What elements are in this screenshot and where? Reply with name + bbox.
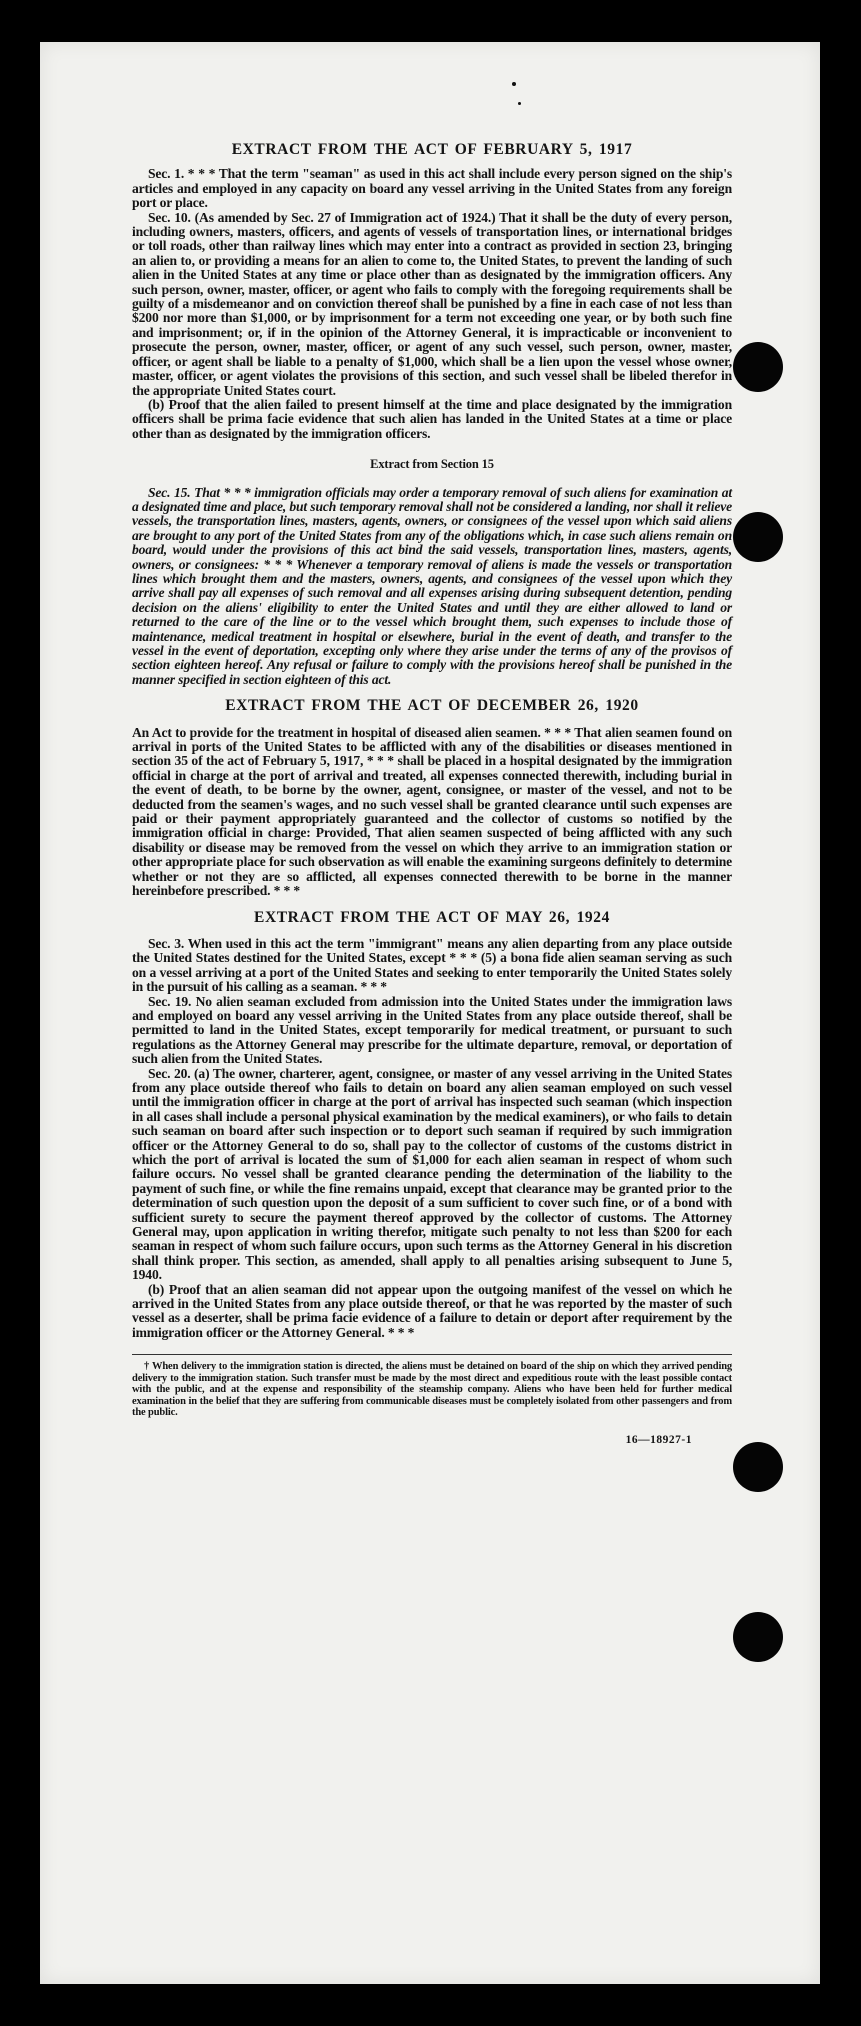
form-number: 16—18927-1 — [625, 1433, 692, 1446]
paragraph-sec-19: Sec. 19. No alien seaman excluded from admission into the United States under the immigration laws and employed on board any vessel arriving in the United States from any place outside thereof, shall be permitted to land in the United States, except temporarily for medical treatment, or pursuant to such regulations as the Attorney General may prescribe for the ultimate departure, removal, or deportation of such alien from the United States. — [132, 993, 732, 1067]
paragraph-sec-10: Sec. 10. (As amended by Sec. 27 of Immigration act of 1924.) That it shall be the duty of every person, including owners, masters, officers, and agents of vessels of transportation lines, or international bridges or toll roads, other than railway lines which may enter into a contract as provided in section 23, bringing an alien to, or providing a means for an alien to come to, the United States, to prevent the landing of such alien in the United States at any time or place other than as designated by the immigration officers. Any such person, owner, master, officer, or agent who fails to comply with the foregoing requirements shall be guilty of a misdemeanor and on conviction thereof shall be punished by a fine in each case of not less than $200 nor more than $1,000, or by imprisonment for a term not exceeding one year, or by both such fine and imprisonment; or, if in the opinion of the Attorney General, it is impracticable or inconvenient to prosecute the person, owner, master, officer, or agent of any such vessel, such person, owner, master, officer, or agent shall be liable to a penalty of $1,000, which shall be a lien upon the vessel whose owner, master, officer, or agent violates the provisions of this section, and such vessel shall be libeled therefor in the appropriate United States court. — [132, 209, 732, 398]
punch-hole — [733, 342, 783, 392]
paragraph-sec-1: Sec. 1. * * * That the term "seaman" as used in this act shall include every person signed on the ship's articles and employed in any capacity on board any vessel arriving in the United States from any foreign port or place. — [132, 166, 732, 211]
paragraph-act-1920: An Act to provide for the treatment in hospital of diseased alien seamen. * * * That alien seamen found on arrival in ports of the United States to be afflicted with any of the disabilities or diseases mentioned in section 35 of the act of February 5, 1917, * * * shall be placed in a hospital designated by the immigration official in charge at the port of arrival and treated, all expenses connected therewith, including burial in the event of death, to be borne by the owner, agent, consignee, or master of the vessel, and not to be deducted from the seamen's wages, and no such vessel shall be granted clearance until such expenses are paid or their payment appropriately guaranteed and the collector of customs so notified by the immigration official in charge: Provided, That alien seamen suspected of being afflicted with any such disability or disease may be removed from the vessel on which they arrive to an immigration station or other appropriate place for such observation as will enable the examining surgeons definitely to determine whether or not they are so afflicted, all expenses connected therewith to be borne in the manner hereinbefore prescribed. * * * — [132, 724, 732, 899]
heading-act-1924: EXTRACT FROM THE ACT OF MAY 26, 1924 — [254, 908, 610, 926]
document-body — [132, 143, 732, 1447]
punch-hole — [733, 512, 783, 562]
footnote — [132, 1354, 732, 1419]
heading-section-15: Extract from Section 15 — [370, 457, 494, 472]
paragraph-sec-10b: (b) Proof that the alien failed to present himself at the time and place designated by the immigration officers shall be prima facie evidence that such alien has landed in the United States at a time or place other than as designated by the immigration officers. — [132, 396, 732, 441]
paragraph-sec-20a: Sec. 20. (a) The owner, charterer, agent, consignee, or master of any vessel arriving in the United States from any place outside thereof who fails to detain on board any alien seaman employed on such vessel until the immigration officer in charge at the port of arrival has inspected such seaman (which inspection in all cases shall include a personal physical examination by the medical examiners), or who fails to detain such seaman on board after such inspection or to deport such seaman if required by such immigration officer or the Attorney General to do so, shall pay to the collector of customs of the customs district in which the port of arrival is located the sum of $1,000 for each alien seaman in respect of whom such failure occurs. No vessel shall be granted clearance pending the determination of the liability to the payment of such fine, or while the fine remains unpaid, except that clearance may be granted prior to the determination of such question upon the deposit of a sum sufficient to cover such fine, or of a bond with sufficient surety to secure the payment thereof approved by the collector of customs. The Attorney General may, upon application in writing therefor, mitigate such penalty to not less than $200 for each seaman in respect of whom such failure occurs, upon such terms as the Attorney General in his discretion shall think proper. This section, as amended, shall apply to all penalties arising subsequent to June 5, 1940. — [132, 1065, 732, 1283]
punch-hole — [733, 1442, 783, 1492]
paragraph-sec-20b: (b) Proof that an alien seaman did not appear upon the outgoing manifest of the vessel on which he arrived in the United States from any place outside thereof, or that he was reported by the master of such vessel as a deserter, shall be prima facie evidence of a failure to detain or deport after requirement by the immigration officer or the Attorney General. * * * — [132, 1281, 732, 1340]
heading-act-1920: EXTRACT FROM THE ACT OF DECEMBER 26, 1920 — [225, 697, 639, 715]
speck — [512, 82, 516, 86]
speck — [518, 102, 521, 105]
footnote-text: † When delivery to the immigration station is directed, the aliens must be detained on board of the ship on which they arrived pending delivery to the immigration station. Such transfer must be made by the most direct and expeditious route with the least possible contact with the public, and at the expense and responsibility of the steamship company. Aliens who have been held for further medical examination in the belief that they are suffering from communicable diseases must be completely isolated from other passengers and from the public. — [132, 1361, 732, 1419]
punch-hole — [733, 1612, 783, 1662]
paragraph-sec-15: Sec. 15. That * * * immigration officials may order a temporary removal of such aliens for examination at a designated time and place, but such temporary removal shall not be considered a landing, nor shall it relieve vessels, the transportation lines, masters, agents, owners, or consignees of the vessel upon which said aliens are brought to any port of the United States from any of the obligations which, in case such aliens remain on board, would under the provisions of this act bind the said vessels, transportation lines, masters, agents, owners, or consignees: * * * Whenever a temporary removal of aliens is made the vessels or transportation lines which brought them and the masters, owners, agents, and consignees of the vessel upon which they arrive shall pay all expenses of such removal and all expenses arising during subsequent detention, pending decision on the aliens' eligibility to enter the United States and until they are either allowed to land or returned to the care of the line or to the vessel which brought them, such expenses to include those of maintenance, medical treatment in hospital or elsewhere, burial in the event of death, and transfer to the vessel in the event of deportation, excepting only where they arise under the terms of any of the provisos of section eighteen hereof. Any refusal or failure to comply with the provisions hereof shall be punished in the manner specified in section eighteen of this act. — [132, 484, 732, 687]
document-page — [40, 42, 820, 1984]
paragraph-sec-3: Sec. 3. When used in this act the term "immigrant" means any alien departing from any place outside the United States destined for the United States, except * * * (5) a bona fide alien seaman serving as such on a vessel arriving at a port of the United States and seeking to enter temporarily the United States solely in the pursuit of his calling as a seaman. * * * — [132, 935, 732, 995]
heading-act-1917: EXTRACT FROM THE ACT OF FEBRUARY 5, 1917 — [231, 141, 633, 158]
